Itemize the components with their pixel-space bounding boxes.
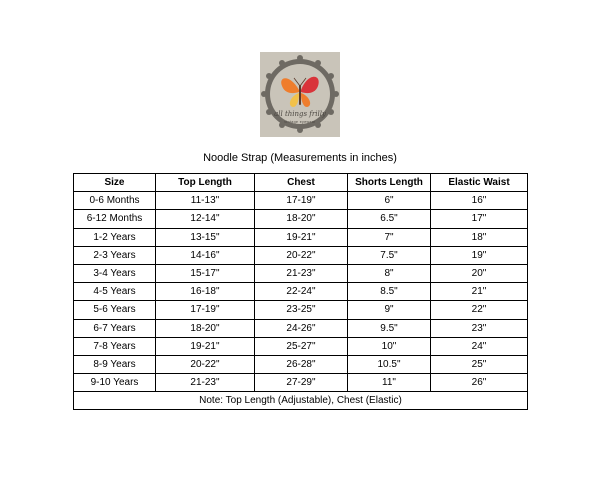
brand-logo [260, 52, 340, 137]
table-note: Note: Top Length (Adjustable), Chest (Elastic) [74, 392, 528, 410]
cell-chest: 21-23" [255, 264, 348, 282]
cell-shorts-length: 9" [348, 301, 431, 319]
cell-chest: 25-27" [255, 337, 348, 355]
cell-size: 0-6 Months [74, 192, 156, 210]
cell-size: 3-4 Years [74, 264, 156, 282]
cell-top-length: 21-23" [156, 374, 255, 392]
header-size: Size [74, 174, 156, 192]
cell-top-length: 20-22" [156, 355, 255, 373]
brand-badge [260, 52, 340, 137]
table-row [74, 319, 528, 337]
cell-elastic-waist: 25" [431, 355, 528, 373]
cell-elastic-waist: 20" [431, 264, 528, 282]
cell-elastic-waist: 18" [431, 228, 528, 246]
cell-top-length: 17-19" [156, 301, 255, 319]
table-note-row [74, 392, 528, 410]
header-elastic-waist: Elastic Waist [431, 174, 528, 192]
cell-top-length: 19-21" [156, 337, 255, 355]
table-header-row [74, 174, 528, 192]
cell-size: 6-12 Months [74, 210, 156, 228]
cell-elastic-waist: 22" [431, 301, 528, 319]
cell-chest: 26-28" [255, 355, 348, 373]
header-shorts-length: Shorts Length [348, 174, 431, 192]
cell-top-length: 18-20" [156, 319, 255, 337]
cell-size: 4-5 Years [74, 283, 156, 301]
table-row [74, 246, 528, 264]
cell-elastic-waist: 16" [431, 192, 528, 210]
brand-text: all things frilly [274, 110, 326, 118]
cell-chest: 24-26" [255, 319, 348, 337]
cell-size: 5-6 Years [74, 301, 156, 319]
cell-top-length: 12-14" [156, 210, 255, 228]
cell-chest: 23-25" [255, 301, 348, 319]
table-row [74, 264, 528, 282]
brand-tagline: vintage eyewear [284, 120, 316, 124]
cell-chest: 20-22" [255, 246, 348, 264]
cell-chest: 18-20" [255, 210, 348, 228]
cell-top-length: 13-15" [156, 228, 255, 246]
cell-top-length: 15-17" [156, 264, 255, 282]
table-row [74, 192, 528, 210]
table-row [74, 355, 528, 373]
cell-shorts-length: 8" [348, 264, 431, 282]
cell-chest: 27-29" [255, 374, 348, 392]
cell-shorts-length: 11" [348, 374, 431, 392]
header-chest: Chest [255, 174, 348, 192]
cell-shorts-length: 10" [348, 337, 431, 355]
cell-shorts-length: 10.5" [348, 355, 431, 373]
cell-shorts-length: 9.5" [348, 319, 431, 337]
cell-chest: 19-21" [255, 228, 348, 246]
cell-shorts-length: 7.5" [348, 246, 431, 264]
cell-top-length: 14-16" [156, 246, 255, 264]
table-row [74, 228, 528, 246]
header-top-length: Top Length [156, 174, 255, 192]
cell-chest: 22-24" [255, 283, 348, 301]
cell-elastic-waist: 19" [431, 246, 528, 264]
cell-elastic-waist: 21" [431, 283, 528, 301]
table-row [74, 210, 528, 228]
cell-size: 6-7 Years [74, 319, 156, 337]
table-row [74, 374, 528, 392]
cell-elastic-waist: 24" [431, 337, 528, 355]
cell-shorts-length: 6.5" [348, 210, 431, 228]
cell-top-length: 11-13" [156, 192, 255, 210]
cell-size: 2-3 Years [74, 246, 156, 264]
cell-size: 7-8 Years [74, 337, 156, 355]
cell-elastic-waist: 26" [431, 374, 528, 392]
size-chart-table [73, 173, 528, 410]
cell-elastic-waist: 17" [431, 210, 528, 228]
table-row [74, 283, 528, 301]
cell-shorts-length: 8.5" [348, 283, 431, 301]
cell-shorts-length: 7" [348, 228, 431, 246]
cell-shorts-length: 6" [348, 192, 431, 210]
table-row [74, 301, 528, 319]
cell-size: 9-10 Years [74, 374, 156, 392]
cell-top-length: 16-18" [156, 283, 255, 301]
table-row [74, 337, 528, 355]
cell-chest: 17-19" [255, 192, 348, 210]
page-title: Noodle Strap (Measurements in inches) [203, 152, 397, 164]
cell-size: 8-9 Years [74, 355, 156, 373]
cell-size: 1-2 Years [74, 228, 156, 246]
cell-elastic-waist: 23" [431, 319, 528, 337]
